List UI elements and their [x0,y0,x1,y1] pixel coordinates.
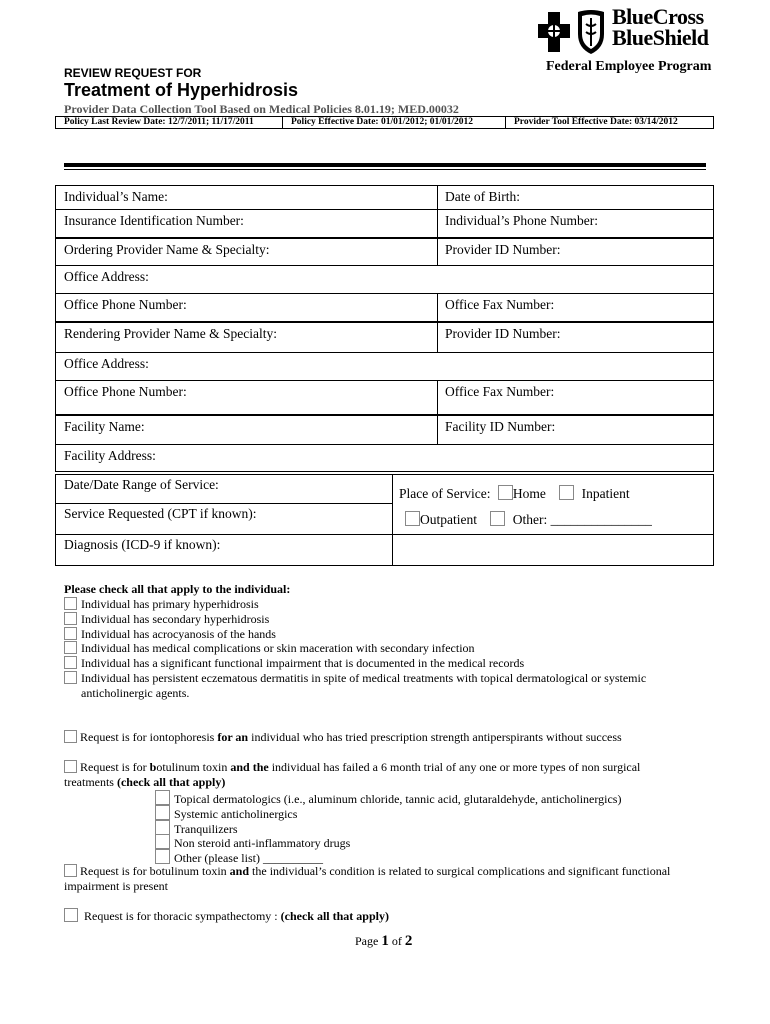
facility-id-field[interactable]: Facility ID Number: [445,419,556,434]
botulinum-request-1: Request is for botulinum toxin and the individual has failed a 6 month trial of any one or more types of non surgical [64,760,640,775]
review-request-label: REVIEW REQUEST FOR [64,66,202,80]
provider-id-field-1[interactable]: Provider ID Number: [445,242,561,257]
checklist-item: Individual has secondary hyperhidrosis [64,612,269,627]
place-of-service-group [399,485,630,502]
ordering-provider-field[interactable]: Ordering Provider Name & Specialty: [64,242,270,257]
iontophoresis-checkbox[interactable] [64,730,77,743]
service-requested-field[interactable]: Service Requested (CPT if known): [64,506,257,521]
form-row [56,210,713,239]
header-divider-thin [64,169,706,170]
checklist-heading: Please check all that apply to the individual: [64,582,291,596]
office-phone-field-1[interactable]: Office Phone Number: [64,297,187,312]
checklist-checkbox[interactable] [64,656,77,669]
form-row [56,504,392,535]
office-address-field-1[interactable]: Office Address: [64,269,149,284]
treatment-checkbox[interactable] [155,805,170,820]
blue-shield-icon [576,8,606,56]
botulinum-request-2: Request is for botulinum toxin and the individual’s condition is related to surgical complications and significant functional [64,864,670,879]
inpatient-checkbox[interactable] [559,485,574,500]
policy-review-date: Policy Last Review Date: 12/7/2011; 11/17/2011 [56,117,283,128]
office-fax-field-2[interactable]: Office Fax Number: [445,384,555,399]
date-range-field[interactable]: Date/Date Range of Service: [64,477,219,492]
other-checkbox[interactable] [490,511,505,526]
botulinum-1-checkbox[interactable] [64,760,77,773]
checklist-item-continuation: anticholinergic agents. [81,686,190,700]
form-row [56,294,713,323]
form-row [56,239,713,266]
office-address-field-2[interactable]: Office Address: [64,356,149,371]
bcbs-logo [536,6,716,76]
logo-wordmark: BlueCross BlueShield [612,4,709,50]
treatment-item: Topical dermatologics (i.e., aluminum chloride, tannic acid, glutaraldehyde, anticholinergics) [155,790,621,807]
place-of-service-label: Place of Service: [399,486,491,501]
botulinum-request-1-line2: treatments (check all that apply) [64,775,226,789]
individual-phone-field[interactable]: Individual’s Phone Number: [445,213,598,228]
botulinum-2-checkbox[interactable] [64,864,77,877]
treatment-checkbox[interactable] [155,849,170,864]
blue-cross-icon [536,10,572,54]
column-divider [437,381,438,445]
service-details-form [55,474,714,566]
form-row [56,186,713,210]
treatment-item: Non steroid anti-inflammatory drugs [155,834,350,851]
form-row [56,323,713,353]
policy-dates-bar [55,116,714,129]
column-divider [437,294,438,353]
form-row [56,475,392,504]
checklist-item: Individual has medical complications or skin maceration with secondary infection [64,641,475,656]
insurance-id-field[interactable]: Insurance Identification Number: [64,213,244,228]
header-divider [64,163,706,167]
checklist-checkbox[interactable] [64,612,77,625]
inpatient-label: Inpatient [581,486,630,501]
form-row [56,381,713,416]
individual-name-field[interactable]: Individual’s Name: [64,189,168,204]
facility-name-field[interactable]: Facility Name: [64,419,145,434]
thoracic-checkbox[interactable] [64,908,78,922]
outpatient-checkbox[interactable] [405,511,420,526]
member-provider-form [55,185,714,472]
row-divider [392,534,714,535]
office-fax-field-1[interactable]: Office Fax Number: [445,297,555,312]
treatment-item: Other (please list) __________ [155,849,323,866]
page-subtitle: Provider Data Collection Tool Based on Medical Policies 8.01.19; MED.00032 [64,102,459,116]
checklist-checkbox[interactable] [64,641,77,654]
form-row [56,266,713,294]
checklist-item: Individual has persistent eczematous dermatitis in spite of medical treatments with topical dermatological or systemic [64,671,646,686]
rendering-provider-field[interactable]: Rendering Provider Name & Specialty: [64,326,277,341]
checklist-checkbox[interactable] [64,627,77,640]
treatment-checkbox[interactable] [155,834,170,849]
federal-employee-program-label: Federal Employee Program [546,59,712,74]
botulinum-request-2-line2: impairment is present [64,879,168,893]
date-of-birth-field[interactable]: Date of Birth: [445,189,520,204]
page-number: Page 1 of 2 [355,933,413,949]
diagnosis-field[interactable]: Diagnosis (ICD-9 if known): [64,537,221,552]
tool-effective-date: Provider Tool Effective Date: 03/14/2012 [514,117,678,127]
form-row [56,535,713,565]
outpatient-label: Outpatient [420,512,477,527]
non-surgical-treatments-list [155,790,715,866]
home-label: Home [512,486,546,501]
form-row [56,445,713,471]
column-divider [392,475,393,565]
treatment-item: Systemic anticholinergics [155,805,297,822]
other-label[interactable]: Other: _______________ [512,512,652,527]
checklist-item: Individual has primary hyperhidrosis [64,597,259,612]
thoracic-sympathectomy-request: Request is for thoracic sympathectomy : (check all that apply) [64,908,389,924]
column-divider [437,186,438,266]
checklist-item: Individual has a significant functional impairment that is documented in the medical records [64,656,524,671]
checklist-item: Individual has acrocyanosis of the hands [64,627,276,642]
page-title: Treatment of Hyperhidrosis [64,80,299,100]
checklist-checkbox[interactable] [64,597,77,610]
form-row [56,416,713,445]
checklist-checkbox[interactable] [64,671,77,684]
treatment-checkbox[interactable] [155,790,170,805]
facility-address-field[interactable]: Facility Address: [64,448,156,463]
individual-checklist [64,597,724,707]
iontophoresis-request: Request is for iontophoresis for an individual who has tried prescription strength antiperspirants without success [64,730,622,745]
policy-effective-date: Policy Effective Date: 01/01/2012; 01/01/2012 [283,117,506,128]
treatment-checkbox[interactable] [155,820,170,835]
home-checkbox[interactable] [498,485,513,500]
office-phone-field-2[interactable]: Office Phone Number: [64,384,187,399]
form-row [56,353,713,381]
provider-id-field-2[interactable]: Provider ID Number: [445,326,561,341]
place-of-service-group-2 [405,511,652,528]
treatment-item: Tranquilizers [155,820,238,837]
